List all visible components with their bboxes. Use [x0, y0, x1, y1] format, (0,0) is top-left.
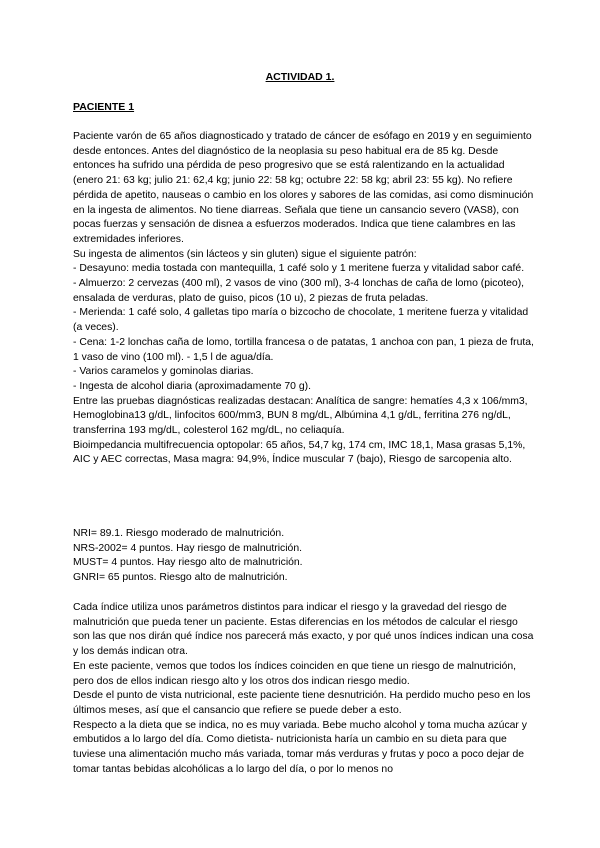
analysis-paragraph: Respecto a la dieta que se indica, no es muy variada. Bebe mucho alcohol y toma mucha azúcar y embutidos a lo largo del día. Como dietista- nutricionista haría un cambio en su dieta para que tuviese una alimentación mucho más variada, tomar más verduras y frutas y poco a poco dejar de tomar tantas bebidas alcohólicas a lo largo del día, o por lo menos no: [73, 719, 527, 775]
case-paragraph: - Desayuno: media tostada con mantequilla, 1 café solo y 1 meritene fuerza y vitalidad sabor café.: [73, 263, 525, 275]
analysis-paragraph: En este paciente, vemos que todos los índices coinciden en que tiene un riesgo de malnutrición, pero dos de ellos indican riesgo alto y los otros dos indican riesgo medio.: [73, 660, 517, 687]
case-paragraph: - Almuerzo: 2 cervezas (400 ml), 2 vasos de vino (300 ml), 3-4 lonchas de caña de lomo (picoteo), ensalada de verduras, plato de guiso, picos (10 u), 2 piezas de fruta peladas.: [73, 278, 525, 304]
case-paragraph: - Ingesta de alcohol diaria (aproximadamente 70 g).: [73, 380, 311, 392]
case-paragraph: - Merienda: 1 café solo, 4 galletas tipo maría o bizcocho de chocolate, 1 meritene fuerza y vitalidad (a veces).: [73, 307, 529, 334]
case-paragraph: - Varios caramelos y gominolas diarias.: [73, 366, 254, 378]
score-list: [73, 527, 535, 586]
score-item: MUST= 4 puntos. Hay riesgo alto de malnutrición.: [73, 557, 303, 569]
score-item: NRI= 89.1. Riesgo moderado de malnutrición.: [73, 528, 285, 539]
score-item: NRS-2002= 4 puntos. Hay riesgo de malnutrición.: [73, 542, 303, 554]
score-item: GNRI= 65 puntos. Riesgo alto de malnutrición.: [73, 572, 288, 584]
case-paragraph: Bioimpedancia multifrecuencia optopolar: 65 años, 54,7 kg, 174 cm, IMC 18,1, Masa grasas 5,1%, AIC y AEC correctas, Masa magra: 94,9%, Índice muscular 7 (bajo), Riesgo de sarcopenia alto.: [73, 439, 526, 466]
case-paragraph: Entre las pruebas diagnósticas realizadas destacan: Analítica de sangre: hematíes 4,3 x 106/mm3, Hemoglobina13 g/dL, linfocitos 600/mm3, BUN 8 mg/dL, Albúmina 4,1 g/dL, ferritina 276 ng/dL, transferrina 193 mg/dL, colesterol 162 mg/dL, no celiaquía.: [73, 395, 528, 437]
case-description: [73, 130, 535, 468]
document-title: ACTIVIDAD 1.: [265, 71, 335, 83]
patient-heading: PACIENTE 1: [73, 101, 135, 113]
analysis-paragraph: Cada índice utiliza unos parámetros distintos para indicar el riesgo y la gravedad del riesgo de malnutrición que pueda tener un paciente. Estas diferencias en los métodos de calcular el riesgo son las que nos dirán qué índice nos parecerá más exacto, y por qué unos índices indican una cosa y los demás indican otra.: [73, 602, 534, 658]
analysis-section: [73, 601, 535, 777]
case-paragraph: Su ingesta de alimentos (sin lácteos y sin gluten) sigue el siguiente patrón:: [73, 248, 417, 260]
case-paragraph: Paciente varón de 65 años diagnosticado y tratado de cáncer de esófago en 2019 y en seguimiento desde entonces. Antes del diagnóstico de la neoplasia su peso habitual era de 85 kg. Desde entonces ha sufrido una pérdida de peso progresivo que se está ralentizando en la actualidad (enero 21: 63 kg; julio 21: 62,4 kg; junio 22: 58 kg; octubre 22: 58 kg; abril 23: 55 kg). No refiere pérdida de apetito, nauseas o cambio en los olores y sabores de las comidas, asi como disminución en la ingesta de alimentos. No tiene diarreas. Señala que tiene un cansancio severo (VAS8), con pocas fuerzas y sensación de disnea a esfuerzos moderados. Indica que tiene calambres en las extremidades inferiores.: [73, 131, 534, 245]
analysis-paragraph: Desde el punto de vista nutricional, este paciente tiene desnutrición. Ha perdido mucho peso en los últimos meses, así que el cansancio que refiere se puede deber a esto.: [73, 690, 531, 716]
case-paragraph: - Cena: 1-2 lonchas caña de lomo, tortilla francesa o de patatas, 1 anchoa con pan, 1 pieza de fruta, 1 vaso de vino (100 ml). - 1,5 l de agua/día.: [73, 336, 534, 363]
